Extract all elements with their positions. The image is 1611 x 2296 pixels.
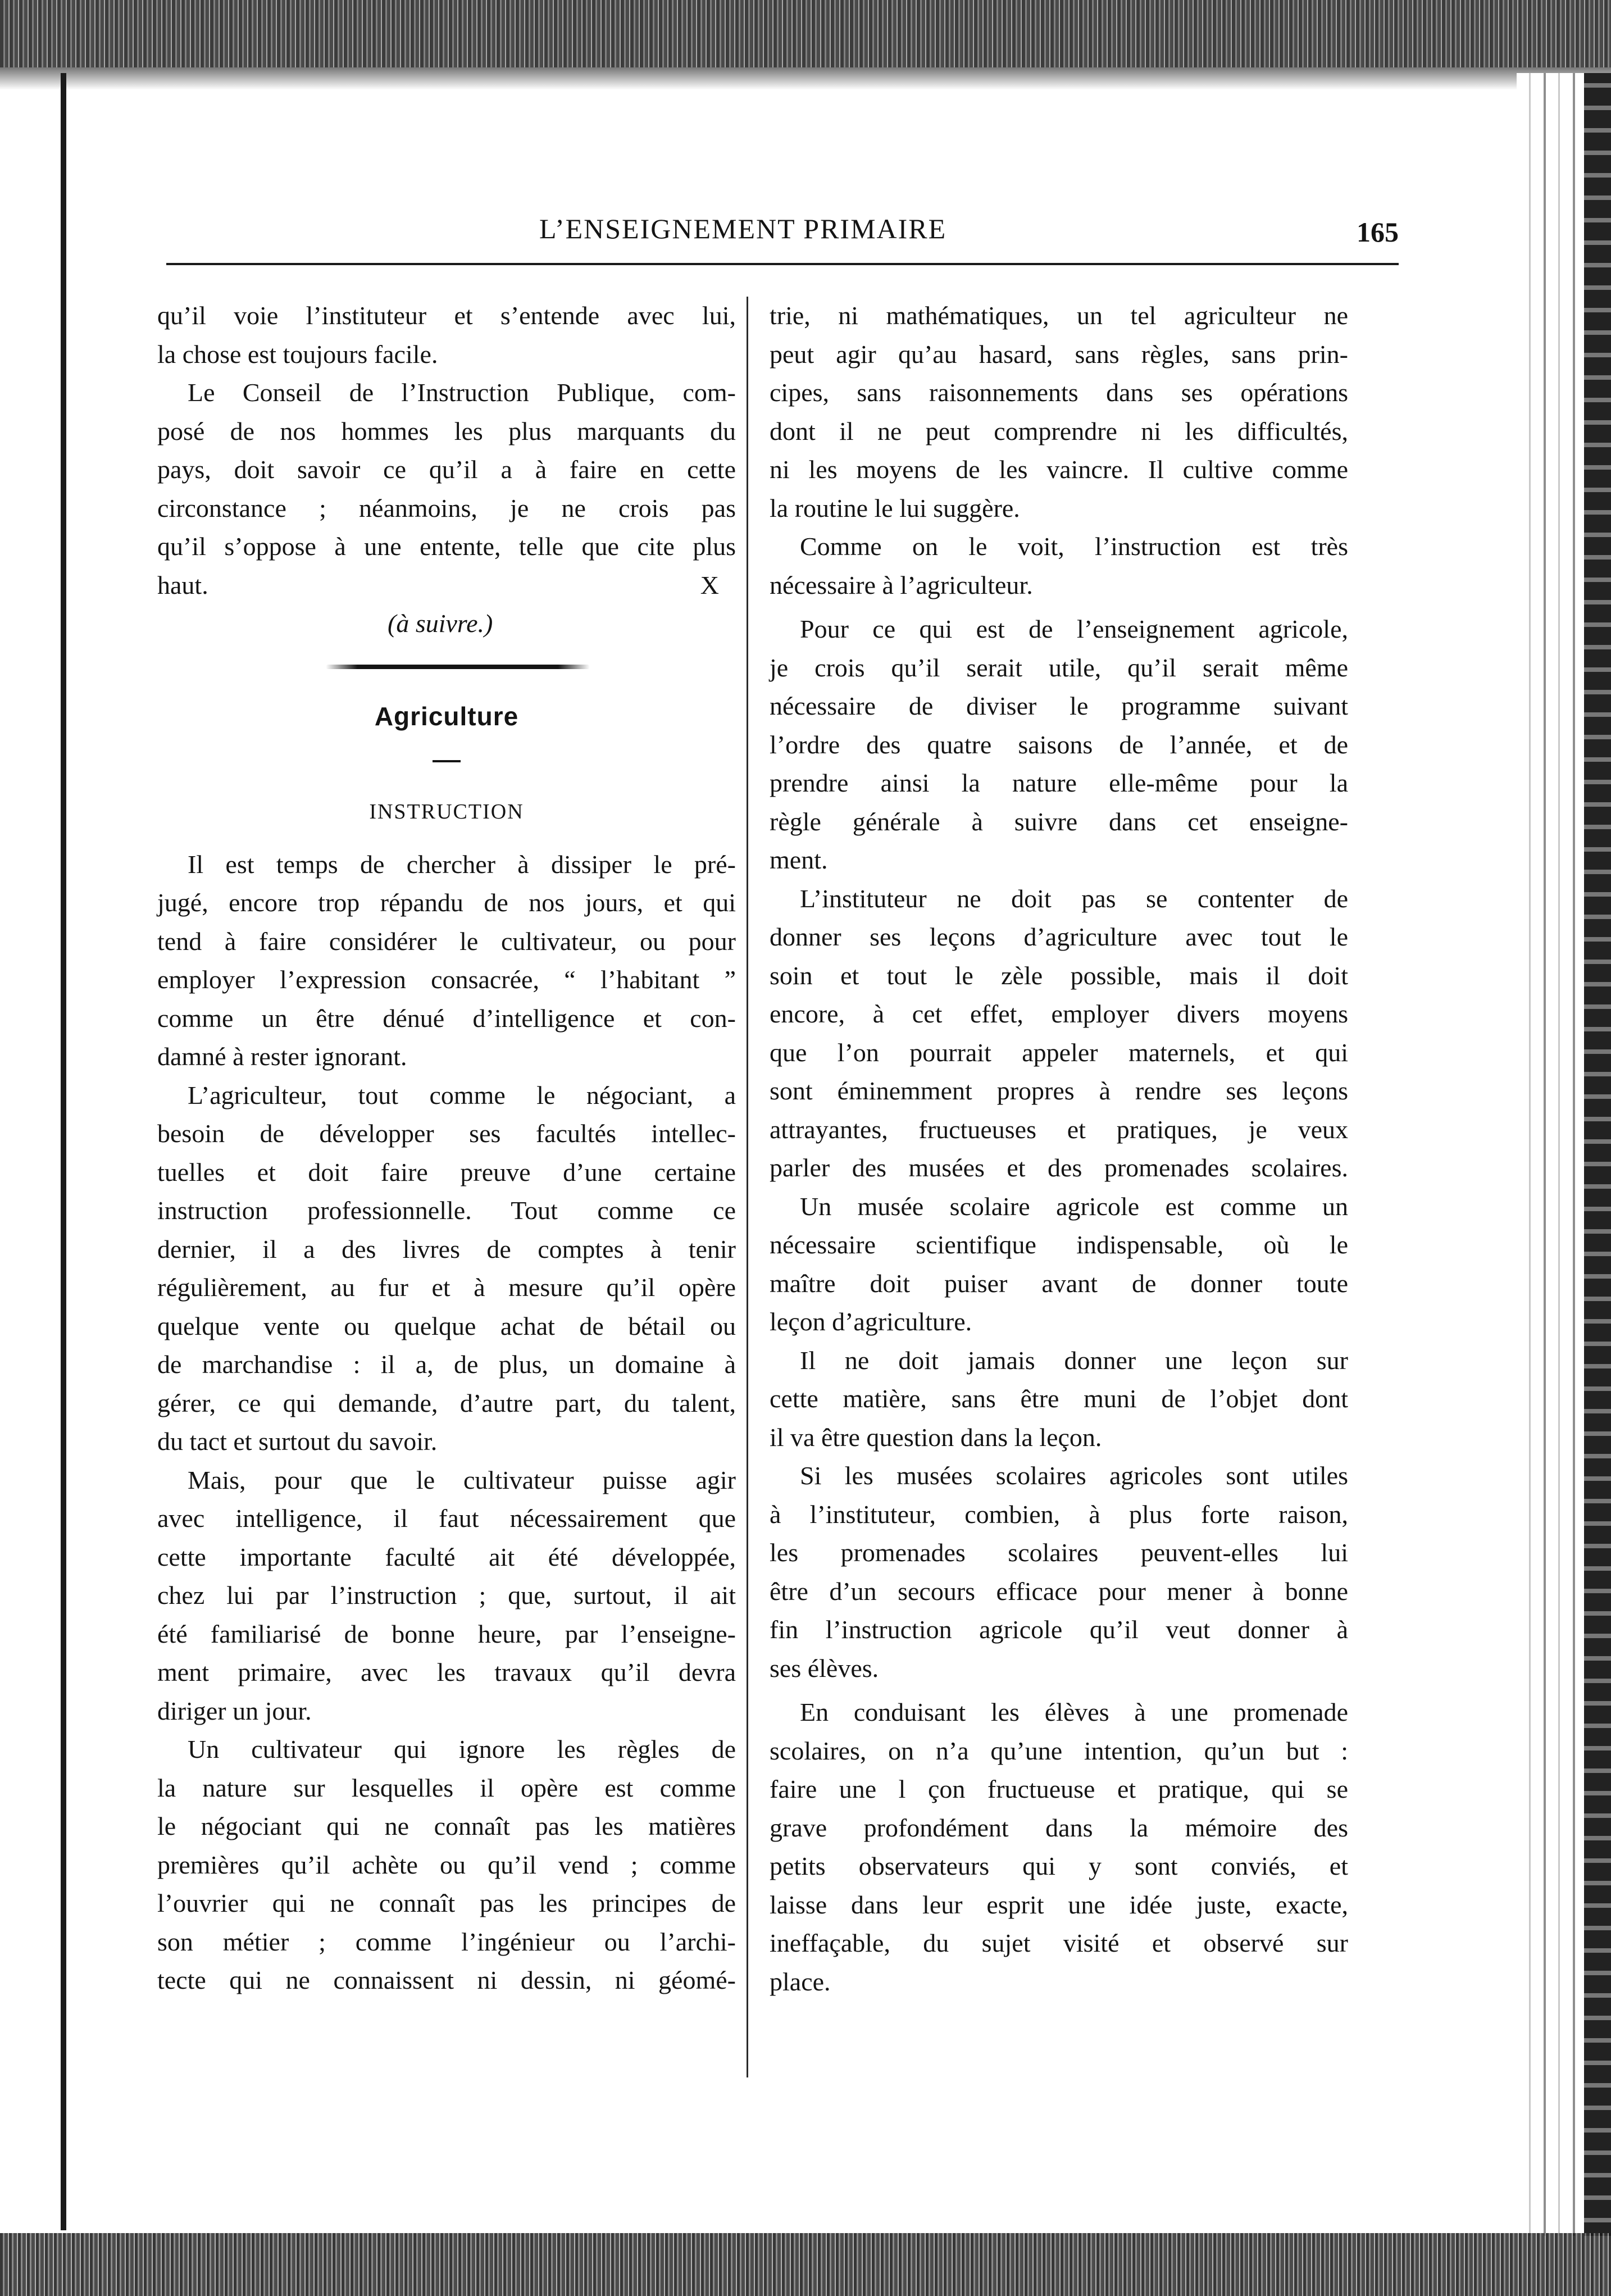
text-line: ni les moyens de les vaincre. Il cultive comme	[770, 455, 1348, 484]
text-line: ment.	[770, 845, 828, 874]
text-line: Mais, pour que le cultivateur puisse agir	[188, 1465, 736, 1494]
text-line: maître doit puiser avant de donner toute	[770, 1269, 1348, 1298]
text-line: chez lui par l’instruction ; que, surtout, il ait	[157, 1581, 736, 1610]
text-line: cette matière, sans être muni de l’objet dont	[770, 1384, 1348, 1413]
scan-border-top	[0, 0, 1611, 67]
text-line: cipes, sans raisonnements dans ses opérations	[770, 378, 1348, 407]
text-line: diriger un jour.	[157, 1696, 312, 1725]
author-signature: X	[700, 570, 719, 599]
text-line: Un cultivateur qui ignore les règles de	[188, 1735, 736, 1763]
text-line: scolaires, on n’a qu’une intention, qu’un but :	[770, 1736, 1348, 1765]
text-line: de marchandise : il a, de plus, un domaine à	[157, 1350, 736, 1379]
text-line: faire une l çon fructueuse et pratique, qui se	[770, 1775, 1348, 1803]
text-line: qu’il s’oppose à une entente, telle que cite plus	[157, 532, 736, 561]
paragraph	[770, 528, 1348, 604]
paragraph	[770, 1457, 1348, 1688]
text-line: En conduisant les élèves à une promenade	[800, 1698, 1348, 1726]
text-line: laisse dans leur esprit une idée juste, exacte,	[770, 1890, 1348, 1919]
text-line: tuelles et doit faire preuve d’une certaine	[157, 1157, 736, 1186]
text-line: avec intelligence, il faut nécessairement que	[157, 1504, 736, 1533]
text-line: à l’instituteur, combien, à plus forte raison,	[770, 1499, 1348, 1529]
text-line: Il ne doit jamais donner une leçon sur	[800, 1345, 1348, 1375]
text-line: nécessaire à l’agriculteur.	[770, 570, 1033, 599]
signoff-line	[157, 566, 736, 605]
subsection-title: INSTRUCTION	[369, 799, 524, 824]
text-line: tend à faire considérer le cultivateur, ou pour	[157, 926, 736, 956]
paragraph	[157, 1730, 736, 2000]
page-number: 165	[1357, 216, 1399, 248]
text-line: peut agir qu’au hasard, sans règles, sans prin-	[770, 339, 1348, 369]
running-title: L’ENSEIGNEMENT PRIMAIRE	[539, 213, 947, 244]
text-line: Pour ce qui est de l’enseignement agricole,	[800, 615, 1348, 643]
text-line: Un musée scolaire agricole est comme un	[800, 1192, 1348, 1221]
text-line: posé de nos hommes les plus marquants du	[157, 416, 736, 445]
text-line: ineffaçable, du sujet visité et observé sur	[770, 1929, 1348, 1957]
section-title: Agriculture	[374, 701, 519, 731]
text-line: du tact et surtout du savoir.	[157, 1427, 438, 1456]
text-line: été familiarisé de bonne heure, par l’enseigne-	[157, 1619, 736, 1648]
text-line: jugé, encore trop répandu de nos jours, et qui	[157, 888, 736, 917]
text-line: comme un être dénué d’intelligence et con-	[157, 1003, 736, 1033]
text-line: L’instituteur ne doit pas se contenter de	[800, 884, 1348, 913]
paragraph	[770, 1342, 1348, 1457]
text-line: Le Conseil de l’Instruction Publique, com-	[188, 378, 736, 407]
text-line: qu’il voie l’instituteur et s’entende avec lui,	[157, 301, 736, 330]
paragraph	[770, 297, 1348, 528]
text-line: cette importante faculté ait été développée,	[157, 1542, 736, 1571]
text-line: soin et tout le zèle possible, mais il doit	[770, 961, 1348, 990]
text-line: trie, ni mathématiques, un tel agriculteur ne	[770, 301, 1348, 330]
column-divider	[747, 297, 748, 2077]
paragraph	[770, 880, 1348, 1188]
text-line: ses élèves.	[770, 1653, 879, 1683]
text-line: règle générale à suivre dans cet enseigne-	[770, 807, 1348, 836]
text-line: L’agriculteur, tout comme le négociant, a	[188, 1080, 736, 1110]
text-line: il va être question dans la leçon.	[770, 1422, 1102, 1452]
text-line: Comme on le voit, l’instruction est très	[800, 532, 1348, 561]
text-line: instruction professionnelle. Tout comme ce	[157, 1196, 736, 1225]
text-line: la chose est toujours facile.	[157, 339, 438, 369]
text-line: leçon d’agriculture.	[770, 1307, 972, 1336]
text-line: attrayantes, fructueuses et pratiques, je veux	[770, 1115, 1348, 1144]
text-line: la nature sur lesquelles il opère est comme	[157, 1773, 736, 1802]
text-line: sont éminemment propres à rendre ses leçons	[770, 1076, 1348, 1105]
text-line: place.	[770, 1967, 831, 1996]
text-line: les promenades scolaires peuvent-elles lui	[770, 1538, 1348, 1567]
to-be-continued: (à suivre.)	[388, 609, 493, 638]
text-line: Il est temps de chercher à dissiper le pré-	[188, 849, 736, 879]
text-line: premières qu’il achète ou qu’il vend ; comme	[157, 1850, 736, 1879]
paragraph	[157, 1076, 736, 1461]
text-line: je crois qu’il serait utile, qu’il serait même	[770, 653, 1348, 682]
text-line: dont il ne peut comprendre ni les difficultés,	[770, 416, 1348, 445]
text-line: prendre ainsi la nature elle-même pour la	[770, 769, 1348, 797]
left-column	[157, 297, 736, 2000]
paragraph	[770, 1693, 1348, 2001]
header-rule	[166, 263, 1399, 265]
text-line: ment primaire, avec les travaux qu’il devra	[157, 1658, 736, 1686]
text-line: besoin de développer ses facultés intellec-	[157, 1119, 736, 1148]
text-line: quelque vente ou quelque achat de bétail ou	[157, 1311, 736, 1340]
paragraph	[770, 610, 1348, 880]
text-line: l’ouvrier qui ne connaît pas les principes de	[157, 1889, 736, 1917]
text-line: circonstance ; néanmoins, je ne crois pas	[157, 493, 736, 522]
text-line: nécessaire scientifique indispensable, où le	[770, 1230, 1348, 1259]
text-line: fin l’instruction agricole qu’il veut donner à	[770, 1615, 1348, 1644]
scan-shadow-top	[0, 67, 1611, 90]
scan-border-bottom	[0, 2233, 1611, 2296]
scan-border-right	[1584, 73, 1611, 2236]
text-line: petits observateurs qui y sont conviés, et	[770, 1852, 1348, 1880]
text-line-end: haut.	[157, 570, 208, 599]
text-line: nécessaire de diviser le programme suivant	[770, 692, 1348, 720]
text-line: régulièrement, au fur et à mesure qu’il opère	[157, 1273, 736, 1302]
text-line: tecte qui ne connaissent ni dessin, ni géomé-	[157, 1966, 736, 1994]
right-column	[770, 297, 1348, 2001]
text-line: employer l’expression consacrée, “ l’habitant ”	[157, 965, 736, 994]
running-header	[169, 212, 1399, 257]
text-line: parler des musées et des promenades scolaires.	[770, 1153, 1348, 1182]
paragraph	[157, 1461, 736, 1731]
text-line: gérer, ce qui demande, d’autre part, du talent,	[157, 1388, 736, 1417]
intro-fragment	[157, 297, 736, 374]
scan-border-left	[61, 73, 66, 2230]
section-ornament	[157, 643, 736, 694]
text-line: son métier ; comme l’ingénieur ou l’archi-	[157, 1927, 736, 1956]
text-line: la routine le lui suggère.	[770, 493, 1020, 522]
text-line: pays, doit savoir ce qu’il a à faire en cette	[157, 455, 736, 484]
ornament-rule	[326, 665, 590, 669]
text-line: être d’un secours efficace pour mener à bonne	[770, 1576, 1348, 1606]
text-line: grave profondément dans la mémoire des	[770, 1813, 1348, 1842]
text-line: Si les musées scolaires agricoles sont utiles	[800, 1461, 1348, 1490]
text-line: encore, à cet effet, employer divers moyens	[770, 999, 1348, 1028]
text-line: que l’on pourrait appeler maternels, et qui	[770, 1038, 1348, 1067]
text-line: damné à rester ignorant.	[157, 1042, 407, 1071]
dash-mark	[433, 760, 461, 762]
title-dash	[157, 739, 736, 778]
text-line: l’ordre des quatre saisons de l’année, et de	[770, 730, 1348, 759]
text-line: dernier, il a des livres de comptes à tenir	[157, 1234, 736, 1263]
paragraph	[157, 845, 736, 1076]
paragraph-conseil	[157, 374, 736, 643]
paragraph	[770, 1188, 1348, 1342]
text-line: le négociant qui ne connaît pas les matières	[157, 1812, 736, 1840]
text-line: donner ses leçons d’agriculture avec tout le	[770, 922, 1348, 951]
